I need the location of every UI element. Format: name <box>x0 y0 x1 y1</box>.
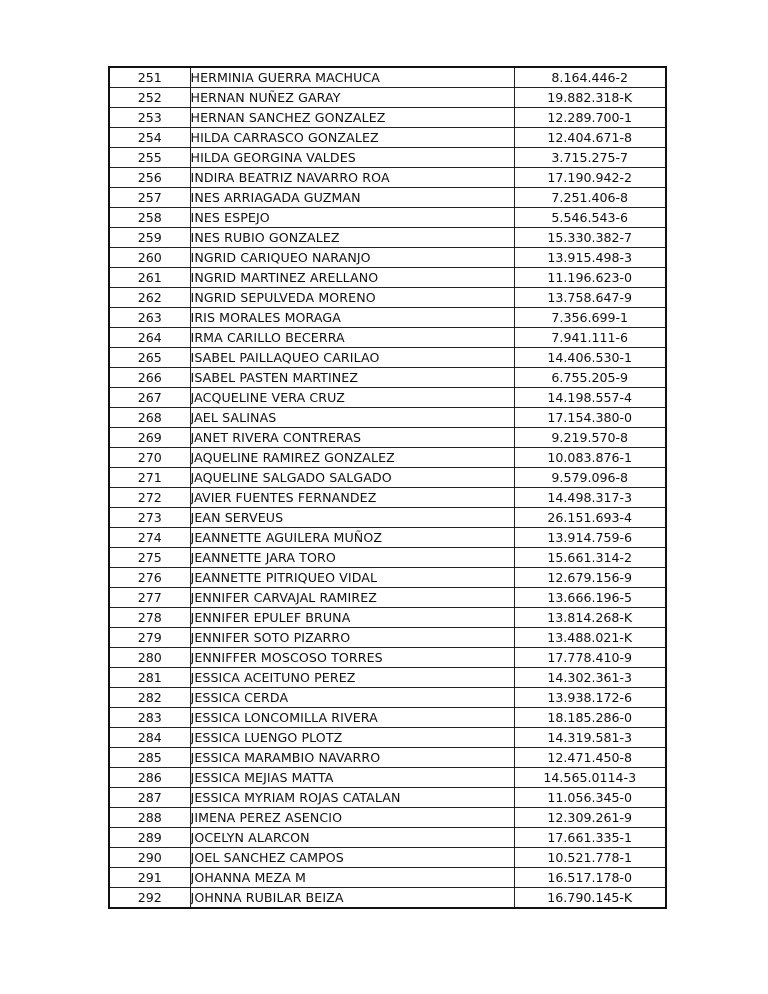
rut-id-cell: 11.196.623-0 <box>514 268 666 288</box>
rut-id-cell: 16.790.145-K <box>514 888 666 909</box>
row-number-cell: 268 <box>109 408 190 428</box>
person-name-cell: JENNIFER EPULEF BRUNA <box>190 608 514 628</box>
row-number-cell: 255 <box>109 148 190 168</box>
table-row <box>109 788 666 808</box>
person-name-cell: IRMA CARILLO BECERRA <box>190 328 514 348</box>
rut-id-cell: 7.251.406-8 <box>514 188 666 208</box>
table-row <box>109 168 666 188</box>
row-number-cell: 278 <box>109 608 190 628</box>
table-row <box>109 488 666 508</box>
person-name-cell: INES ESPEJO <box>190 208 514 228</box>
table-row <box>109 708 666 728</box>
person-name-cell: ISABEL PAILLAQUEO CARILAO <box>190 348 514 368</box>
row-number-cell: 269 <box>109 428 190 448</box>
rut-id-cell: 14.198.557-4 <box>514 388 666 408</box>
rut-id-cell: 10.083.876-1 <box>514 448 666 468</box>
row-number-cell: 251 <box>109 67 190 88</box>
person-name-cell: JENNIFER CARVAJAL RAMIREZ <box>190 588 514 608</box>
rut-id-cell: 15.330.382-7 <box>514 228 666 248</box>
rut-id-cell: 5.546.543-6 <box>514 208 666 228</box>
person-name-cell: JEANNETTE AGUILERA MUÑOZ <box>190 528 514 548</box>
person-name-cell: JEAN SERVEUS <box>190 508 514 528</box>
table-row <box>109 628 666 648</box>
table-row <box>109 428 666 448</box>
person-name-cell: INES ARRIAGADA GUZMAN <box>190 188 514 208</box>
table-row <box>109 848 666 868</box>
rut-id-cell: 26.151.693-4 <box>514 508 666 528</box>
table-row <box>109 688 666 708</box>
person-name-cell: JIMENA PEREZ ASENCIO <box>190 808 514 828</box>
row-number-cell: 261 <box>109 268 190 288</box>
row-number-cell: 267 <box>109 388 190 408</box>
row-number-cell: 292 <box>109 888 190 909</box>
table-row <box>109 588 666 608</box>
row-number-cell: 263 <box>109 308 190 328</box>
rut-id-cell: 19.882.318-K <box>514 88 666 108</box>
row-number-cell: 273 <box>109 508 190 528</box>
rut-id-cell: 17.190.942-2 <box>514 168 666 188</box>
row-number-cell: 259 <box>109 228 190 248</box>
rut-id-cell: 17.154.380-0 <box>514 408 666 428</box>
row-number-cell: 270 <box>109 448 190 468</box>
rut-id-cell: 13.915.498-3 <box>514 248 666 268</box>
table-row <box>109 448 666 468</box>
row-number-cell: 253 <box>109 108 190 128</box>
table-row <box>109 728 666 748</box>
row-number-cell: 282 <box>109 688 190 708</box>
table-row <box>109 808 666 828</box>
table-row <box>109 648 666 668</box>
rut-id-cell: 14.302.361-3 <box>514 668 666 688</box>
row-number-cell: 283 <box>109 708 190 728</box>
table-row <box>109 868 666 888</box>
rut-id-cell: 17.778.410-9 <box>514 648 666 668</box>
table-row <box>109 828 666 848</box>
person-name-cell: JESSICA MARAMBIO NAVARRO <box>190 748 514 768</box>
row-number-cell: 276 <box>109 568 190 588</box>
row-number-cell: 258 <box>109 208 190 228</box>
row-number-cell: 256 <box>109 168 190 188</box>
row-number-cell: 266 <box>109 368 190 388</box>
table-row <box>109 148 666 168</box>
table-row <box>109 368 666 388</box>
row-number-cell: 252 <box>109 88 190 108</box>
table-row <box>109 388 666 408</box>
row-number-cell: 262 <box>109 288 190 308</box>
table-row <box>109 548 666 568</box>
rut-id-cell: 14.565.0114-3 <box>514 768 666 788</box>
rut-id-cell: 13.758.647-9 <box>514 288 666 308</box>
person-name-cell: JAQUELINE RAMIREZ GONZALEZ <box>190 448 514 468</box>
person-name-cell: HERNAN NUÑEZ GARAY <box>190 88 514 108</box>
rut-id-cell: 14.319.581-3 <box>514 728 666 748</box>
table-row <box>109 328 666 348</box>
person-name-cell: JOEL SANCHEZ CAMPOS <box>190 848 514 868</box>
person-name-cell: JANET RIVERA CONTRERAS <box>190 428 514 448</box>
person-name-cell: INGRID SEPULVEDA MORENO <box>190 288 514 308</box>
row-number-cell: 272 <box>109 488 190 508</box>
table-row <box>109 568 666 588</box>
roster-table <box>108 66 667 909</box>
person-name-cell: JESSICA ACEITUNO PEREZ <box>190 668 514 688</box>
rut-id-cell: 14.406.530-1 <box>514 348 666 368</box>
rut-id-cell: 9.579.096-8 <box>514 468 666 488</box>
person-name-cell: JESSICA MEJIAS MATTA <box>190 768 514 788</box>
row-number-cell: 271 <box>109 468 190 488</box>
rut-id-cell: 9.219.570-8 <box>514 428 666 448</box>
table-row <box>109 88 666 108</box>
rut-id-cell: 14.498.317-3 <box>514 488 666 508</box>
rut-id-cell: 12.404.671-8 <box>514 128 666 148</box>
table-row <box>109 608 666 628</box>
person-name-cell: INGRID CARIQUEO NARANJO <box>190 248 514 268</box>
rut-id-cell: 7.941.111-6 <box>514 328 666 348</box>
row-number-cell: 274 <box>109 528 190 548</box>
row-number-cell: 257 <box>109 188 190 208</box>
table-row <box>109 348 666 368</box>
rut-id-cell: 12.289.700-1 <box>514 108 666 128</box>
row-number-cell: 284 <box>109 728 190 748</box>
row-number-cell: 265 <box>109 348 190 368</box>
table-row <box>109 268 666 288</box>
row-number-cell: 264 <box>109 328 190 348</box>
person-name-cell: JENNIFER SOTO PIZARRO <box>190 628 514 648</box>
row-number-cell: 288 <box>109 808 190 828</box>
person-name-cell: IRIS MORALES MORAGA <box>190 308 514 328</box>
person-name-cell: JESSICA LUENGO PLOTZ <box>190 728 514 748</box>
person-name-cell: INES RUBIO GONZALEZ <box>190 228 514 248</box>
person-name-cell: JAVIER FUENTES FERNANDEZ <box>190 488 514 508</box>
table-row <box>109 768 666 788</box>
rut-id-cell: 12.309.261-9 <box>514 808 666 828</box>
table-row <box>109 468 666 488</box>
table-row <box>109 288 666 308</box>
table-row <box>109 228 666 248</box>
person-name-cell: INDIRA BEATRIZ NAVARRO ROA <box>190 168 514 188</box>
person-name-cell: JOHANNA MEZA M <box>190 868 514 888</box>
row-number-cell: 287 <box>109 788 190 808</box>
person-name-cell: JAEL SALINAS <box>190 408 514 428</box>
row-number-cell: 286 <box>109 768 190 788</box>
row-number-cell: 291 <box>109 868 190 888</box>
person-name-cell: HILDA GEORGINA VALDES <box>190 148 514 168</box>
person-name-cell: JOHNNA RUBILAR BEIZA <box>190 888 514 909</box>
table-row <box>109 508 666 528</box>
row-number-cell: 260 <box>109 248 190 268</box>
person-name-cell: JESSICA MYRIAM ROJAS CATALAN <box>190 788 514 808</box>
rut-id-cell: 8.164.446-2 <box>514 67 666 88</box>
rut-id-cell: 13.488.021-K <box>514 628 666 648</box>
person-name-cell: JACQUELINE VERA CRUZ <box>190 388 514 408</box>
row-number-cell: 281 <box>109 668 190 688</box>
table-row <box>109 888 666 909</box>
table-row <box>109 308 666 328</box>
row-number-cell: 285 <box>109 748 190 768</box>
person-name-cell: INGRID MARTINEZ ARELLANO <box>190 268 514 288</box>
table-row <box>109 108 666 128</box>
table-row <box>109 408 666 428</box>
rut-id-cell: 13.666.196-5 <box>514 588 666 608</box>
person-name-cell: ISABEL PASTEN MARTINEZ <box>190 368 514 388</box>
row-number-cell: 254 <box>109 128 190 148</box>
row-number-cell: 275 <box>109 548 190 568</box>
row-number-cell: 280 <box>109 648 190 668</box>
rut-id-cell: 13.914.759-6 <box>514 528 666 548</box>
person-name-cell: JENNIFFER MOSCOSO TORRES <box>190 648 514 668</box>
rut-id-cell: 13.814.268-K <box>514 608 666 628</box>
rut-id-cell: 6.755.205-9 <box>514 368 666 388</box>
table-row <box>109 128 666 148</box>
table-row <box>109 67 666 88</box>
table-row <box>109 668 666 688</box>
rut-id-cell: 12.471.450-8 <box>514 748 666 768</box>
rut-id-cell: 12.679.156-9 <box>514 568 666 588</box>
person-name-cell: HERNAN SANCHEZ GONZALEZ <box>190 108 514 128</box>
row-number-cell: 277 <box>109 588 190 608</box>
table-row <box>109 748 666 768</box>
table-row <box>109 528 666 548</box>
person-name-cell: JESSICA LONCOMILLA RIVERA <box>190 708 514 728</box>
rut-id-cell: 11.056.345-0 <box>514 788 666 808</box>
rut-id-cell: 16.517.178-0 <box>514 868 666 888</box>
person-name-cell: HERMINIA GUERRA MACHUCA <box>190 67 514 88</box>
roster-table-body <box>109 67 666 908</box>
rut-id-cell: 18.185.286-0 <box>514 708 666 728</box>
rut-id-cell: 10.521.778-1 <box>514 848 666 868</box>
rut-id-cell: 3.715.275-7 <box>514 148 666 168</box>
rut-id-cell: 13.938.172-6 <box>514 688 666 708</box>
rut-id-cell: 17.661.335-1 <box>514 828 666 848</box>
table-row <box>109 208 666 228</box>
rut-id-cell: 15.661.314-2 <box>514 548 666 568</box>
row-number-cell: 279 <box>109 628 190 648</box>
row-number-cell: 290 <box>109 848 190 868</box>
person-name-cell: HILDA CARRASCO GONZALEZ <box>190 128 514 148</box>
row-number-cell: 289 <box>109 828 190 848</box>
person-name-cell: JEANNETTE PITRIQUEO VIDAL <box>190 568 514 588</box>
table-row <box>109 188 666 208</box>
rut-id-cell: 7.356.699-1 <box>514 308 666 328</box>
person-name-cell: JAQUELINE SALGADO SALGADO <box>190 468 514 488</box>
person-name-cell: JOCELYN ALARCON <box>190 828 514 848</box>
person-name-cell: JEANNETTE JARA TORO <box>190 548 514 568</box>
person-name-cell: JESSICA CERDA <box>190 688 514 708</box>
table-row <box>109 248 666 268</box>
